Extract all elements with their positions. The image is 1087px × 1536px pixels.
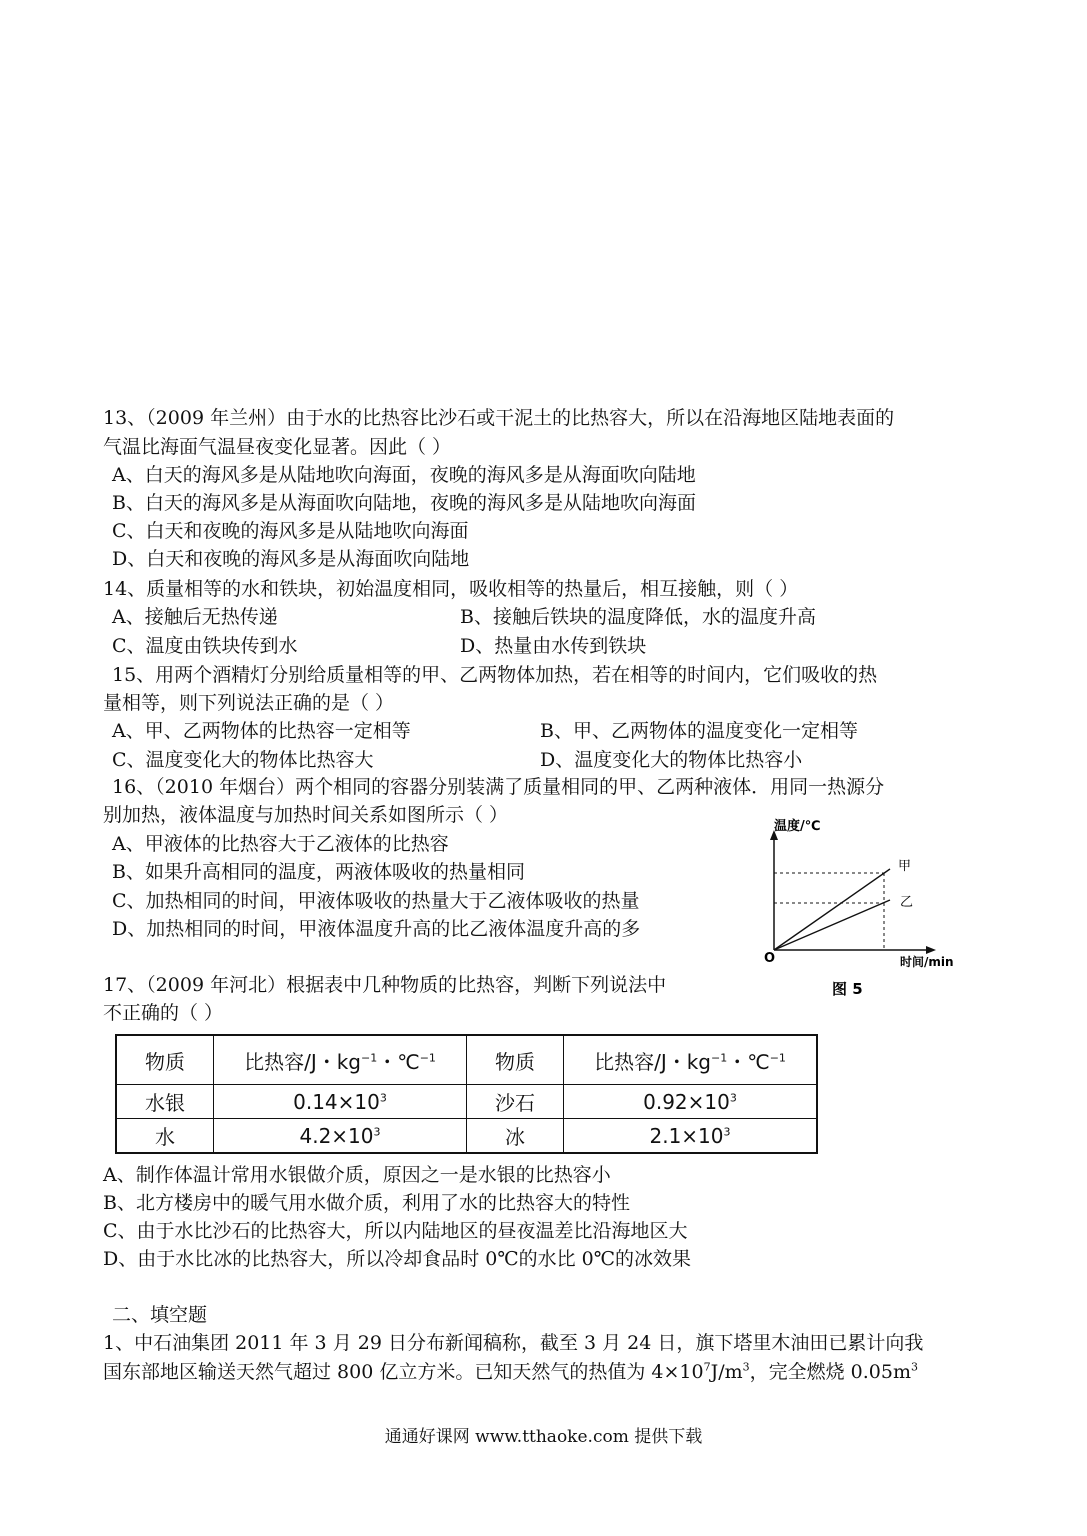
cell-sand-value: $0.92\times 10^3$ (564, 1085, 818, 1119)
q16-stem-line1: 16、（2010 年烟台）两个相同的容器分别装满了质量相同的甲、乙两种液体．用同一热源分 (112, 776, 885, 798)
specific-heat-table (115, 1034, 818, 1154)
header-substance-2: 物质 (467, 1035, 564, 1085)
header-capacity: 比热容/J・$kg^{-1}$・℃$^{-1}$ (214, 1035, 467, 1085)
header-capacity-2: 比热容/J・$kg^{-1}$・℃$^{-1}$ (564, 1035, 818, 1085)
q16-stem-line2: 别加热，液体温度与加热时间关系如图所示（ ） (103, 804, 509, 826)
q15-option-b: B、甲、乙两物体的温度变化一定相等 (540, 720, 858, 742)
q14-option-b: B、接触后铁块的温度降低，水的温度升高 (460, 606, 816, 628)
q16-option-c: C、加热相同的时间，甲液体吸收的热量大于乙液体吸收的热量 (112, 890, 640, 912)
label-yi: 乙 (900, 895, 914, 910)
page-footer: 通通好课网 www.tthaoke.com 提供下载 (384, 1427, 703, 1447)
q17-option-d: D、由于水比冰的比热容大，所以冷却食品时 0℃的水比 0℃的冰效果 (103, 1248, 691, 1270)
figure-origin: O (764, 951, 776, 966)
q15-option-c: C、温度变化大的物体比热容大 (112, 749, 374, 771)
q16-option-a: A、甲液体的比热容大于乙液体的比热容 (112, 833, 449, 855)
figure-caption: 图 5 (832, 980, 863, 997)
q15-stem-line1: 15、用两个酒精灯分别给质量相等的甲、乙两物体加热，若在相等的时间内，它们吸收的热 (112, 664, 878, 686)
cell-mercury: 水银 (116, 1085, 214, 1119)
series-jia-line (774, 869, 890, 950)
q17-stem-line1: 17、（2009 年河北）根据表中几种物质的比热容，判断下列说法中 (103, 974, 667, 996)
q14-option-c: C、温度由铁块传到水 (112, 635, 298, 657)
figure-ylabel: 温度/℃ (774, 819, 821, 834)
q15-stem-line2: 量相等，则下列说法正确的是（ ） (103, 692, 395, 714)
q13-option-a: A、白天的海风多是从陆地吹向海面，夜晚的海风多是从海面吹向陆地 (112, 464, 696, 486)
q16-option-d: D、加热相同的时间，甲液体温度升高的比乙液体温度升高的多 (112, 918, 641, 940)
cell-ice-value: $2.1\times 10^3$ (564, 1119, 818, 1154)
q13-option-b: B、白天的海风多是从海面吹向陆地，夜晚的海风多是从陆地吹向海面 (112, 492, 696, 514)
cell-mercury-value: $0.14\times 10^3$ (214, 1085, 467, 1119)
cell-water: 水 (116, 1119, 214, 1154)
header-substance: 物质 (116, 1035, 214, 1085)
q14-option-a: A、接触后无热传递 (112, 606, 278, 628)
q14-option-d: D、热量由水传到铁块 (460, 635, 647, 657)
q13-option-c: C、白天和夜晚的海风多是从陆地吹向海面 (112, 520, 469, 542)
q17-stem-line2: 不正确的（ ） (103, 1002, 224, 1024)
q13-stem-line1: 13、（2009 年兰州）由于水的比热容比沙石或干泥土的比热容大，所以在沿海地区陆地表面的 (103, 407, 895, 429)
q14-stem: 14、质量相等的水和铁块，初始温度相同，吸收相等的热量后，相互接触，则（ ） (103, 578, 799, 600)
cell-water-value: $4.2\times 10^3$ (214, 1119, 467, 1154)
q16-option-b: B、如果升高相同的温度，两液体吸收的热量相同 (112, 861, 525, 883)
fill-q1-line1: 1、中石油集团 2011 年 3 月 29 日分布新闻稿称，截至 3 月 24 日，旗下塔里木油田已累计向我 (103, 1332, 924, 1354)
fill-q1-line2: 国东部地区输送天然气超过 800 亿立方米。已知天然气的热值为 $4\times 10^7J/m^3$，完全燃烧 $0.05m^3$ (103, 1360, 918, 1383)
cell-sand: 沙石 (467, 1085, 564, 1119)
q17-option-c: C、由于水比沙石的比热容大，所以内陆地区的昼夜温差比沿海地区大 (103, 1220, 688, 1242)
figure-xlabel: 时间/min (900, 955, 954, 969)
q15-option-a: A、甲、乙两物体的比热容一定相等 (112, 720, 411, 742)
series-yi-line (774, 900, 890, 950)
label-jia: 甲 (898, 859, 912, 874)
q13-stem-line2: 气温比海面气温昼夜变化显著。因此（ ） (103, 436, 452, 458)
q17-option-b: B、北方楼房中的暖气用水做介质，利用了水的比热容大的特性 (103, 1192, 630, 1214)
section-title: 二、填空题 (112, 1304, 208, 1326)
table-header-row (116, 1035, 817, 1085)
temperature-time-figure (760, 812, 975, 997)
table-row (116, 1085, 817, 1119)
table-row (116, 1119, 817, 1154)
x-axis-arrow (926, 946, 936, 954)
q17-option-a: A、制作体温计常用水银做介质，原因之一是水银的比热容小 (103, 1164, 611, 1186)
q15-option-d: D、温度变化大的物体比热容小 (540, 749, 803, 771)
q13-option-d: D、白天和夜晚的海风多是从海面吹向陆地 (112, 548, 470, 570)
cell-ice: 冰 (467, 1119, 564, 1154)
